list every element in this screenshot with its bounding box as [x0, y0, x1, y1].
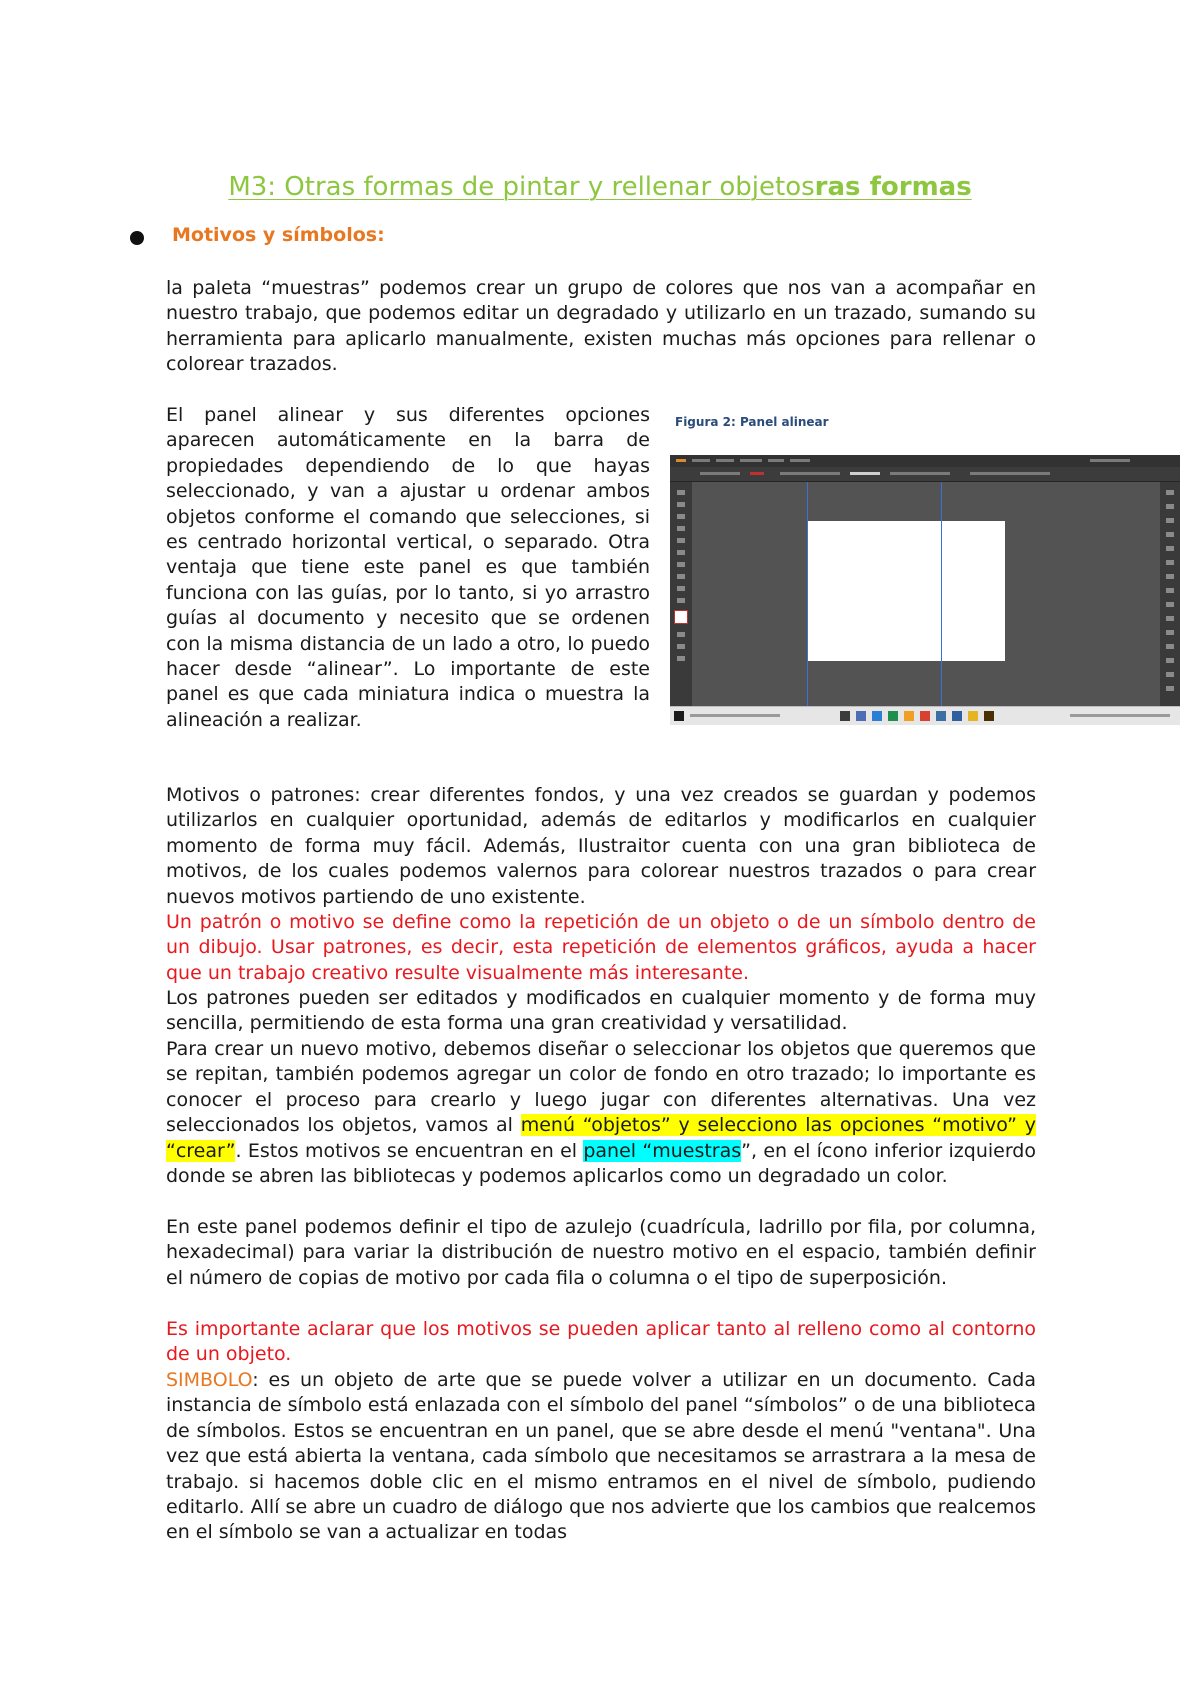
windows-taskbar	[670, 706, 1180, 725]
paragraph-crear-motivo	[166, 1037, 1036, 1189]
app-options-bar	[670, 467, 1180, 482]
paragraph-relleno-contorno: Es importante aclarar que los motivos se pueden aplicar tanto al relleno como al contorno de un objeto.	[166, 1318, 1036, 1366]
page-title-regular: M3: Otras formas de pintar y rellenar objetos	[228, 172, 815, 202]
paragraph-tipo-azulejo: En este panel podemos definir el tipo de azulejo (cuadrícula, ladrillo por fila, por columna, hexadecimal) para variar la distribución de nuestro motivo en el espacio, también definir el número de copias de motivo por cada fila o columna o el tipo de superposición.	[166, 1216, 1036, 1289]
highlight-panel-muestras: panel “muestras	[583, 1139, 742, 1162]
crear-motivo-text-c: ”, en el ícono inferior izquierdo donde se abren las bibliotecas y podemos aplicarlos como un degradado un color.	[166, 1139, 1036, 1188]
simbolo-text: : es un objeto de arte que se puede volver a utilizar en un documento. Cada instancia de símbolo está enlazada con el símbolo del panel “símbolos” o de una biblioteca de símbolos. Estos se encuentran en un panel, que se abre desde el menú "ventana". Una vez que está abierta la ventana, cada símbolo que necesitamos se arrastrara a la mesa de trabajo. si hacemos doble clic en el mismo entramos en el nivel de símbolo, pudiendo editarlo. Allí se abre un cuadro de diálogo que nos advierte que los cambios que realcemos en el símbolo se van a actualizar en todas	[166, 1369, 1036, 1544]
crear-motivo-text-a: Para crear un nuevo motivo, debemos diseñar o seleccionar los objetos que queremos que se repitan, también podemos agregar un color de fondo en otro trazado; lo importante es conocer el proceso para crearlo y luego jugar con diferentes alternativas. Una vez seleccionados los objetos, vamos al	[166, 1038, 1036, 1137]
highlight-menu-objetos: menú “objetos” y selecciono las opciones “motivo” y “crear”	[166, 1114, 1036, 1162]
paragraph-patrones-editados: Los patrones pueden ser editados y modificados en cualquier momento y de forma muy sencilla, permitiendo de esta forma una gran creatividad y versatilidad.	[166, 987, 1036, 1035]
page-title	[0, 172, 1200, 202]
paragraph-definicion-patron: Un patrón o motivo se define como la repetición de un objeto o de un símbolo dentro de un dibujo. Usar patrones, es decir, esta repetición de elementos gráficos, ayuda a hacer que un trabajo creativo resulte visualmente más interesante.	[166, 911, 1036, 984]
artboard	[807, 521, 1005, 661]
crear-motivo-text-b: . Estos motivos se encuentran en el	[235, 1139, 584, 1162]
paragraph-panel-alinear: El panel alinear y sus diferentes opciones aparecen automáticamente en la barra de propiedades dependiendo de lo que hayas seleccionado, y van a ajustar u ordenar ambos objetos conforme el comando que selecciones, si es centrado horizontal vertical, o separado. Otra ventaja que tiene este panel es que también funciona con las guías, por lo tanto, si yo arrastro guías al documento y necesito que se ordenen con la misma distancia de un lado a otro, lo puedo hacer desde “alinear”. Lo importante de este panel es que cada miniatura indica o muestra la alineación a realizar.	[166, 404, 650, 731]
figure-panel-alinear	[670, 415, 1180, 725]
app-menubar	[670, 455, 1180, 467]
simbolo-label: SIMBOLO	[166, 1369, 253, 1391]
guide-line-middle	[941, 482, 942, 707]
section-heading: Motivos y símbolos:	[172, 224, 385, 246]
paragraph-paleta-muestras: la paleta “muestras” podemos crear un grupo de colores que nos van a acompañar en nuestro trabajo, que podemos editar un degradado y utilizarlo en un trazado, sumando su herramienta para aplicarlo manualmente, existen muchas más opciones para rellenar o colorear trazados.	[166, 277, 1036, 376]
illustrator-screenshot	[670, 455, 1180, 725]
paragraph-simbolo	[166, 1368, 1036, 1546]
guide-line-left	[807, 482, 808, 707]
app-right-panels	[1160, 482, 1180, 707]
bullet-icon	[130, 231, 144, 245]
page-title-bold: ras formas	[814, 172, 972, 202]
figure-caption: Figura 2: Panel alinear	[675, 415, 829, 429]
paragraph-motivos-patrones: Motivos o patrones: crear diferentes fondos, y una vez creados se guardan y podemos utilizarlos en cualquier oportunidad, además de editarlos y modificarlos en cualquier momento de forma muy fácil. Además, Ilustraitor cuenta con una gran biblioteca de motivos, de los cuales podemos valernos para colorear nuestros trazados o para crear nuevos motivos partiendo de uno existente.	[166, 784, 1036, 908]
app-tools-panel	[670, 482, 692, 707]
